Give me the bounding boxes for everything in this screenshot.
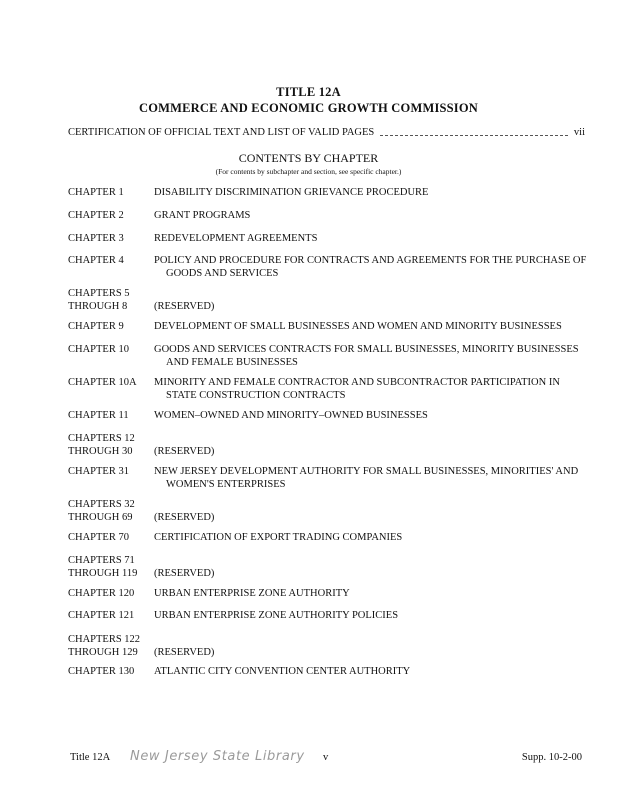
chapter-row[interactable] — [68, 254, 588, 280]
chapter-title — [154, 232, 588, 245]
chapter-title-line: WOMEN–OWNED AND MINORITY–OWNED BUSINESSES — [154, 410, 428, 421]
chapter-title — [154, 633, 588, 659]
chapter-title — [154, 609, 588, 622]
chapter-label — [68, 587, 150, 600]
chapter-title — [154, 320, 588, 333]
chapter-label-line: CHAPTER 70 — [68, 532, 129, 543]
chapter-title-line: WOMEN'S ENTERPRISES — [166, 479, 286, 490]
chapter-label-line: CHAPTER 9 — [68, 321, 124, 332]
chapter-title-line: AND FEMALE BUSINESSES — [166, 357, 298, 368]
chapter-title-line — [154, 287, 588, 300]
chapter-row[interactable] — [68, 554, 588, 580]
chapter-label-line: CHAPTER 31 — [68, 466, 129, 477]
chapter-row[interactable] — [68, 376, 588, 402]
chapter-row[interactable] — [68, 209, 588, 222]
chapter-title — [154, 209, 588, 222]
chapter-label-line: CHAPTER 130 — [68, 666, 135, 677]
chapter-label-line: CHAPTER 1 — [68, 187, 124, 198]
chapter-label — [68, 232, 150, 245]
chapter-title — [154, 665, 588, 678]
chapter-title-line: GRANT PROGRAMS — [154, 210, 251, 221]
chapter-title-line: URBAN ENTERPRISE ZONE AUTHORITY — [154, 588, 350, 599]
chapter-label-line: CHAPTERS 12 — [68, 433, 135, 444]
chapter-label — [68, 465, 150, 478]
chapter-row[interactable] — [68, 498, 588, 524]
chapter-title-line: URBAN ENTERPRISE ZONE AUTHORITY POLICIES — [154, 610, 399, 621]
chapter-label — [68, 343, 150, 356]
chapter-row[interactable] — [68, 633, 588, 659]
chapter-label-line: CHAPTER 10 — [68, 344, 129, 355]
chapter-title — [154, 186, 588, 199]
chapter-title-line: DISABILITY DISCRIMINATION GRIEVANCE PROCEDURE — [154, 187, 429, 198]
page-number: v — [323, 752, 329, 763]
chapter-title-line: NEW JERSEY DEVELOPMENT AUTHORITY FOR SMALL BUSINESSES, MINORITIES' AND — [154, 466, 579, 477]
footer-title: Title 12A — [70, 752, 111, 763]
chapter-label — [68, 665, 150, 678]
chapter-label-line: CHAPTER 120 — [68, 588, 135, 599]
title-block — [0, 84, 617, 116]
chapter-title-line: GOODS AND SERVICES CONTRACTS FOR SMALL BUSINESSES, MINORITY BUSINESSES — [154, 344, 579, 355]
chapter-row[interactable] — [68, 409, 588, 422]
chapter-title — [154, 465, 588, 491]
chapter-label — [68, 409, 150, 422]
title-line-1: TITLE 12A — [276, 85, 341, 99]
chapter-title-line: CERTIFICATION OF EXPORT TRADING COMPANIES — [154, 532, 403, 543]
chapter-label — [68, 498, 150, 524]
chapter-title-line: STATE CONSTRUCTION CONTRACTS — [166, 390, 346, 401]
chapter-label-line: THROUGH 69 — [68, 512, 133, 523]
chapter-title-line: MINORITY AND FEMALE CONTRACTOR AND SUBCONTRACTOR PARTICIPATION IN — [154, 377, 560, 388]
library-watermark: New Jersey State Library — [130, 749, 305, 764]
chapter-label — [68, 254, 150, 267]
chapter-label — [68, 376, 150, 389]
chapter-label — [68, 609, 150, 622]
chapter-title — [154, 409, 588, 422]
chapter-label-line: CHAPTER 11 — [68, 410, 129, 421]
contents-heading: CONTENTS BY CHAPTER — [238, 151, 379, 165]
chapter-label-line: CHAPTER 121 — [68, 610, 135, 621]
chapter-title-line: (RESERVED) — [154, 568, 215, 579]
chapter-title — [154, 432, 588, 458]
chapter-label — [68, 287, 150, 313]
chapter-title-line: DEVELOPMENT OF SMALL BUSINESSES AND WOMEN AND MINORITY BUSINESSES — [154, 321, 562, 332]
chapter-label-line: CHAPTER 3 — [68, 233, 124, 244]
chapter-title — [154, 376, 588, 402]
contents-note: (For contents by subchapter and section, see specific chapter.) — [215, 167, 402, 176]
chapter-label — [68, 633, 150, 659]
chapter-label-line: THROUGH 30 — [68, 446, 133, 457]
chapter-label-line: CHAPTERS 5 — [68, 288, 130, 299]
chapter-row[interactable] — [68, 432, 588, 458]
chapter-label-line: CHAPTERS 71 — [68, 555, 135, 566]
chapter-row[interactable] — [68, 343, 588, 369]
chapter-title-line — [154, 432, 588, 445]
chapter-title-line — [154, 633, 588, 646]
chapter-title — [154, 587, 588, 600]
chapter-label-line: THROUGH 119 — [68, 568, 138, 579]
chapter-title-line: ATLANTIC CITY CONVENTION CENTER AUTHORITY — [154, 666, 411, 677]
chapter-row[interactable] — [68, 287, 588, 313]
chapter-title-line — [154, 498, 588, 511]
chapter-label — [68, 320, 150, 333]
supplement-date: Supp. 10-2-00 — [521, 752, 582, 763]
title-line-2: COMMERCE AND ECONOMIC GROWTH COMMISSION — [138, 101, 479, 115]
chapter-row[interactable] — [68, 609, 588, 622]
chapter-label-line: CHAPTERS 122 — [68, 634, 141, 645]
chapter-label — [68, 209, 150, 222]
chapter-label-line: CHAPTER 10A — [68, 377, 137, 388]
chapter-label — [68, 554, 150, 580]
chapter-title — [154, 498, 588, 524]
dot-leader — [380, 135, 568, 136]
chapter-label — [68, 531, 150, 544]
certification-text: CERTIFICATION OF OFFICIAL TEXT AND LIST OF VALID PAGES — [68, 127, 375, 138]
chapter-row[interactable] — [68, 232, 588, 245]
chapter-row[interactable] — [68, 465, 588, 491]
page-footer — [0, 749, 617, 769]
chapter-label-line: THROUGH 129 — [68, 647, 138, 658]
chapter-title-line: (RESERVED) — [154, 446, 215, 457]
certification-page: vii — [573, 127, 585, 138]
chapter-title — [154, 254, 588, 280]
chapter-title-line: GOODS AND SERVICES — [166, 268, 279, 279]
chapter-row[interactable] — [68, 531, 588, 544]
chapter-row[interactable] — [68, 587, 588, 600]
chapter-label — [68, 186, 150, 199]
chapter-label-line: THROUGH 8 — [68, 301, 128, 312]
chapter-title — [154, 531, 588, 544]
chapter-title-line: POLICY AND PROCEDURE FOR CONTRACTS AND AGREEMENTS FOR THE PURCHASE OF — [154, 255, 587, 266]
chapter-title — [154, 554, 588, 580]
chapter-label-line: CHAPTERS 32 — [68, 499, 135, 510]
chapter-title-line — [154, 554, 588, 567]
chapter-title-line: (RESERVED) — [154, 647, 215, 658]
chapter-label — [68, 432, 150, 458]
certification-entry[interactable] — [68, 125, 585, 141]
chapter-title-line: (RESERVED) — [154, 301, 215, 312]
chapter-title-line: (RESERVED) — [154, 512, 215, 523]
chapter-title — [154, 343, 588, 369]
chapter-title-line: REDEVELOPMENT AGREEMENTS — [154, 233, 318, 244]
chapter-row[interactable] — [68, 186, 588, 199]
chapter-row[interactable] — [68, 320, 588, 333]
chapter-row[interactable] — [68, 665, 588, 678]
chapter-title — [154, 287, 588, 313]
chapter-label-line: CHAPTER 4 — [68, 255, 124, 266]
chapter-label-line: CHAPTER 2 — [68, 210, 124, 221]
